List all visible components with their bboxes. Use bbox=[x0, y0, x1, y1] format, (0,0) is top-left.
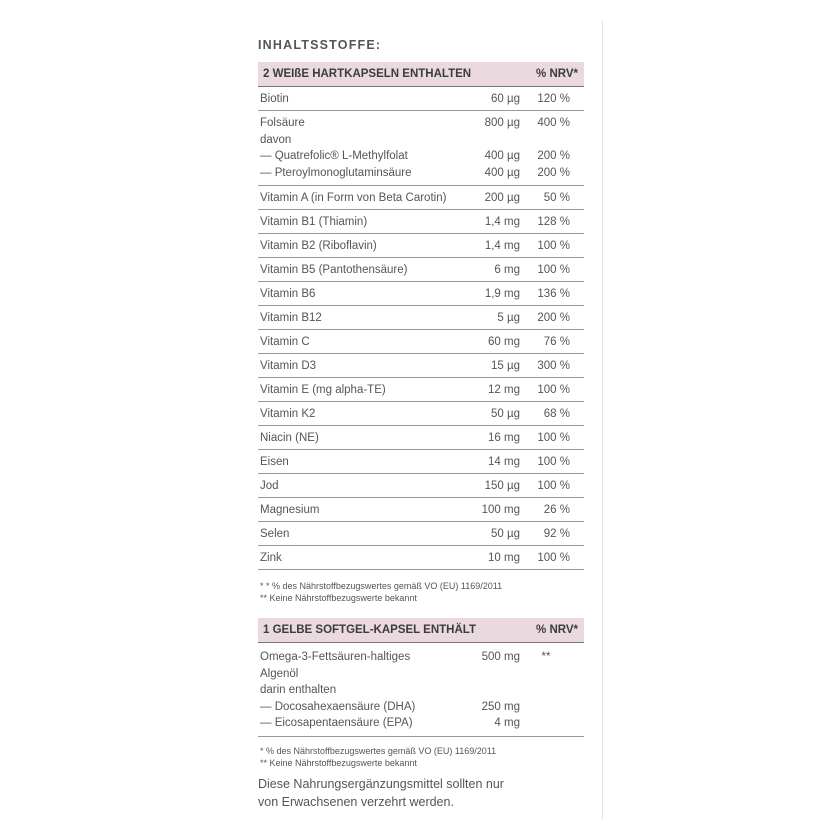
ingredient-nrv: 100 % bbox=[537, 455, 570, 468]
table-row bbox=[258, 111, 584, 186]
divider-line bbox=[602, 20, 603, 820]
ingredient-nrv: 100 % bbox=[537, 551, 570, 564]
ingredient-name: Vitamin B6 bbox=[260, 287, 316, 300]
ingredients-panel bbox=[258, 36, 584, 811]
table-row bbox=[258, 378, 584, 402]
folsaeure-line bbox=[258, 148, 584, 165]
ingredient-amount: 60 µg bbox=[490, 92, 520, 105]
table2-header-nrv: % NRV* bbox=[536, 624, 578, 636]
table-row bbox=[258, 306, 584, 330]
ingredient-nrv: 100 % bbox=[537, 479, 570, 492]
table-row bbox=[258, 498, 584, 522]
ingredient-name: Folsäure bbox=[260, 117, 305, 129]
omega-line bbox=[258, 666, 584, 683]
ingredient-nrv: 76 % bbox=[543, 335, 570, 348]
ingredient-name: Vitamin B1 (Thiamin) bbox=[260, 215, 368, 228]
ingredient-nrv: 120 % bbox=[537, 92, 570, 105]
table1-header-nrv: % NRV* bbox=[536, 68, 578, 80]
table-row bbox=[258, 522, 584, 546]
ingredient-nrv bbox=[520, 682, 572, 699]
ingredient-amount: 50 µg bbox=[490, 527, 520, 540]
ingredient-nrv: 100 % bbox=[537, 263, 570, 276]
ingredient-amount: 6 mg bbox=[494, 263, 520, 276]
usage-note: Diese Nahrungsergänzungsmittel sollten nur bbox=[258, 776, 504, 791]
ingredient-amount: 1,9 mg bbox=[484, 287, 520, 300]
footnote: * * % des Nährstoffbezugswertes gemäß VO (EU) 1169/2011 bbox=[260, 581, 503, 591]
ingredient-name: Vitamin B5 (Pantothensäure) bbox=[260, 263, 408, 276]
ingredient-name: davon bbox=[260, 133, 292, 146]
footnote: ** Keine Nährstoffbezugswerte bekannt bbox=[260, 757, 417, 768]
ingredient-nrv: 50 % bbox=[543, 191, 570, 204]
ingredient-name: Eisen bbox=[260, 455, 289, 468]
ingredient-name: Omega-3-Fettsäuren-haltiges bbox=[260, 651, 411, 663]
ingredient-name: Niacin (NE) bbox=[260, 431, 319, 444]
ingredient-nrv bbox=[520, 699, 572, 716]
ingredient-amount: 10 mg bbox=[488, 551, 520, 564]
table-row bbox=[258, 210, 584, 234]
ingredient-nrv: ** bbox=[541, 651, 551, 663]
folsaeure-line bbox=[258, 115, 584, 132]
ingredient-amount bbox=[456, 132, 520, 149]
ingredient-name: Vitamin D3 bbox=[260, 359, 317, 372]
ingredient-amount: 400 µg bbox=[484, 166, 520, 179]
ingredient-amount: 250 mg bbox=[481, 700, 520, 713]
footnote: ** Keine Nährstoffbezugswerte bekannt bbox=[260, 593, 417, 603]
footnote: * % des Nährstoffbezugswertes gemäß VO (EU) 1169/2011 bbox=[260, 745, 497, 756]
table-row bbox=[258, 258, 584, 282]
ingredient-amount: 100 mg bbox=[481, 503, 520, 516]
ingredient-amount: 150 µg bbox=[484, 479, 520, 492]
ingredient-nrv: 92 % bbox=[543, 527, 570, 540]
ingredient-name: Zink bbox=[260, 551, 282, 564]
ingredient-amount: 5 µg bbox=[497, 311, 520, 324]
ingredient-nrv: 100 % bbox=[537, 431, 570, 444]
ingredient-name: Vitamin K2 bbox=[260, 407, 316, 420]
ingredient-amount: 500 mg bbox=[481, 651, 520, 663]
table-row bbox=[258, 354, 584, 378]
ingredient-name: Vitamin B12 bbox=[260, 311, 322, 324]
ingredient-name: Selen bbox=[260, 527, 290, 540]
ingredient-amount: 1,4 mg bbox=[484, 239, 520, 252]
ingredient-name: — Quatrefolic® L-Methylfolat bbox=[260, 150, 408, 162]
ingredient-nrv: 128 % bbox=[537, 215, 570, 228]
table1-header-label: 2 WEIßE HARTKAPSELN ENTHALTEN bbox=[263, 68, 472, 80]
ingredient-nrv: 300 % bbox=[537, 359, 570, 372]
table-row bbox=[258, 87, 584, 111]
ingredient-nrv: 200 % bbox=[537, 166, 570, 179]
folsaeure-line bbox=[258, 165, 584, 182]
table-row bbox=[258, 450, 584, 474]
ingredient-nrv bbox=[520, 715, 572, 732]
ingredient-amount: 200 µg bbox=[484, 191, 520, 204]
ingredient-amount: 1,4 mg bbox=[484, 215, 520, 228]
ingredient-nrv: 200 % bbox=[537, 150, 570, 162]
table2-header bbox=[258, 618, 584, 643]
ingredient-nrv: 100 % bbox=[537, 383, 570, 396]
ingredient-amount: 15 µg bbox=[490, 359, 520, 372]
ingredient-name: Biotin bbox=[260, 92, 289, 105]
ingredient-nrv: 400 % bbox=[537, 117, 570, 129]
table-row bbox=[258, 186, 584, 210]
table-row bbox=[258, 426, 584, 450]
ingredient-amount: 16 mg bbox=[488, 431, 520, 444]
ingredient-amount: 50 µg bbox=[490, 407, 520, 420]
ingredient-amount: 60 mg bbox=[488, 335, 520, 348]
ingredient-amount bbox=[456, 682, 520, 699]
ingredient-nrv: 136 % bbox=[537, 287, 570, 300]
ingredient-amount: 800 µg bbox=[484, 117, 520, 129]
ingredient-name: darin enthalten bbox=[260, 684, 337, 696]
ingredient-amount: 400 µg bbox=[484, 150, 520, 162]
ingredient-nrv bbox=[520, 666, 572, 683]
table-row bbox=[258, 546, 584, 570]
ingredient-name: Vitamin B2 (Riboflavin) bbox=[260, 239, 377, 252]
page-title: INHALTSSTOFFE: bbox=[258, 38, 382, 52]
ingredient-name: Algenöl bbox=[260, 667, 299, 680]
table1-header bbox=[258, 62, 584, 87]
ingredient-amount: 4 mg bbox=[494, 717, 520, 729]
ingredient-nrv: 200 % bbox=[537, 311, 570, 324]
ingredient-nrv: 26 % bbox=[543, 503, 570, 516]
folsaeure-line bbox=[258, 132, 584, 149]
table-row bbox=[258, 282, 584, 306]
ingredient-amount bbox=[456, 666, 520, 683]
ingredient-name: Vitamin E (mg alpha-TE) bbox=[260, 383, 386, 396]
ingredient-amount: 12 mg bbox=[488, 383, 520, 396]
table-row bbox=[258, 643, 584, 737]
ingredient-name: — Eicosapentaensäure (EPA) bbox=[260, 717, 413, 729]
ingredient-name: — Docosahexaensäure (DHA) bbox=[260, 700, 416, 713]
ingredient-name: Vitamin A (in Form von Beta Carotin) bbox=[260, 191, 447, 204]
ingredient-nrv: 100 % bbox=[537, 239, 570, 252]
table-row bbox=[258, 234, 584, 258]
omega-line bbox=[258, 682, 584, 699]
ingredient-nrv bbox=[520, 132, 572, 149]
ingredient-name: — Pteroylmonoglutaminsäure bbox=[260, 166, 412, 179]
table-row bbox=[258, 402, 584, 426]
table2-header-label: 1 GELBE SOFTGEL-KAPSEL ENTHÄLT bbox=[263, 624, 476, 636]
table-row bbox=[258, 474, 584, 498]
omega-line bbox=[258, 699, 584, 716]
ingredient-nrv: 68 % bbox=[543, 407, 570, 420]
ingredient-name: Jod bbox=[260, 479, 279, 492]
ingredient-name: Vitamin C bbox=[260, 335, 310, 348]
ingredient-name: Magnesium bbox=[260, 503, 320, 516]
omega-line bbox=[258, 649, 584, 666]
table-row bbox=[258, 330, 584, 354]
omega-line bbox=[258, 715, 584, 732]
ingredient-amount: 14 mg bbox=[488, 455, 520, 468]
usage-note: von Erwachsenen verzehrt werden. bbox=[258, 794, 454, 809]
